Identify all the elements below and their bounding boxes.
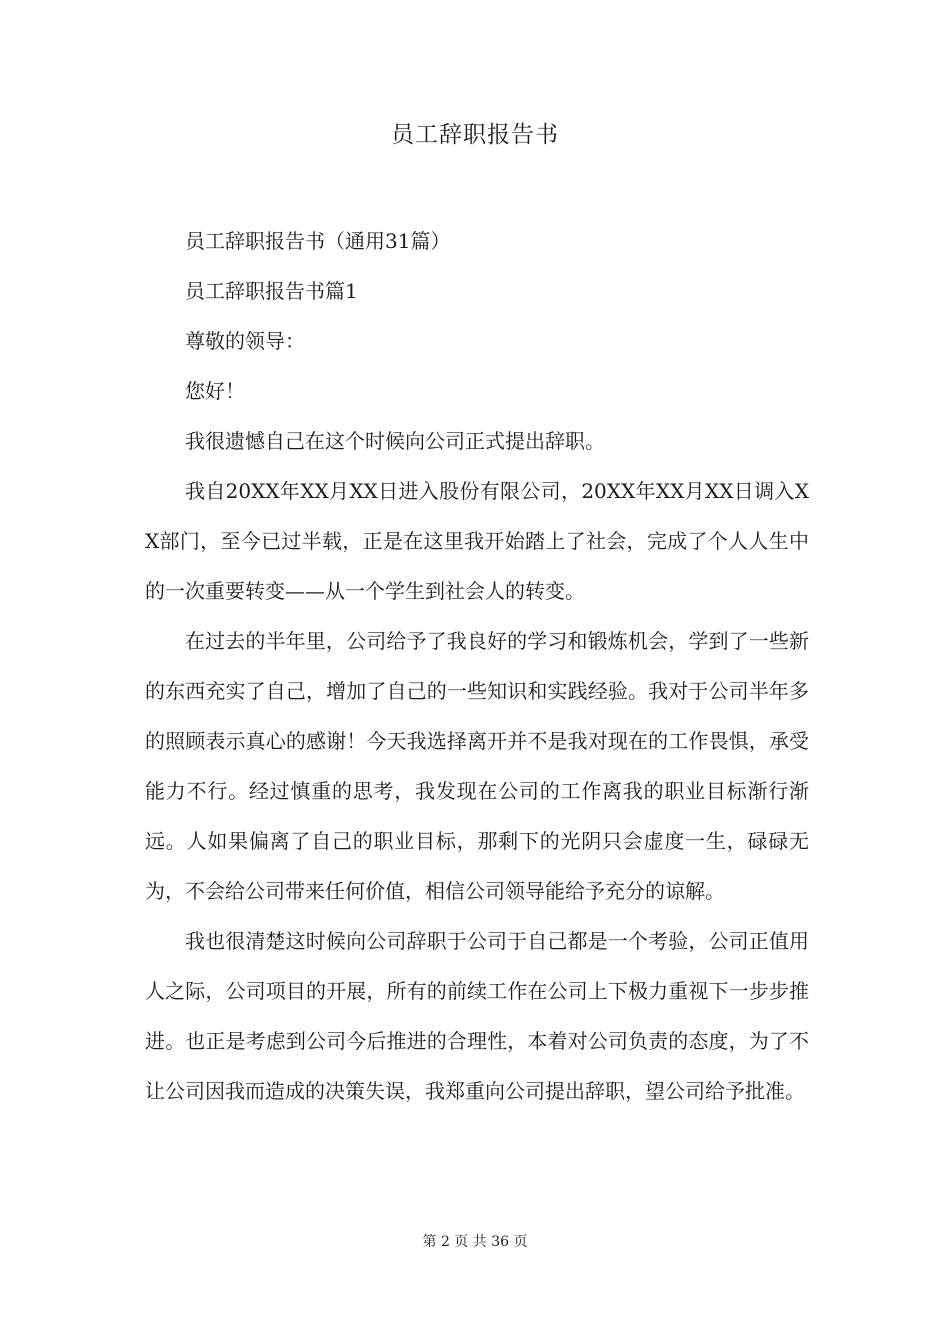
body-paragraph: 我很遗憾自己在这个时候向公司正式提出辞职。	[185, 429, 605, 453]
document-body	[145, 216, 809, 1116]
body-paragraph: 我也很清楚这时候向公司辞职于公司于自己都是一个考验，公司正值用人之际，公司项目的开展，所有的前续工作在公司上下极力重视下一步步推进。也正是考虑到公司今后推进的合理性，本着对公司负责的态度，为了不让公司因我而造成的决策失误，我郑重向公司提出辞职，望公司给予批准。	[145, 929, 809, 1103]
body-paragraph: 在过去的半年里，公司给予了我良好的学习和锻炼机会，学到了一些新的东西充实了自己，增加了自己的一些知识和实践经验。我对于公司半年多的照顾表示真心的感谢！今天我选择离开并不是我对现在的工作畏惧，承受能力不行。经过慎重的思考，我发现在公司的工作离我的职业目标渐行渐远。人如果偏离了自己的职业目标，那剩下的光阴只会虚度一生，碌碌无为，不会给公司带来任何价值，相信公司领导能给予充分的谅解。	[145, 629, 809, 903]
greeting: 您好！	[185, 379, 245, 403]
subtitle-paragraph: 员工辞职报告书（通用31篇）	[185, 229, 451, 253]
body-paragraph: 我自20XX年XX月XX日进入股份有限公司，20XX年XX月XX日调入XX部门，至今已过半载，正是在这里我开始踏上了社会，完成了个人人生中的一次重要转变——从一个学生到社会人的转变。	[145, 479, 809, 603]
salutation: 尊敬的领导：	[185, 329, 305, 353]
section-heading: 员工辞职报告书篇1	[185, 279, 358, 303]
page-number-footer: 第 2 页 共 36 页	[422, 1234, 528, 1250]
document-title: 员工辞职报告书	[391, 122, 559, 148]
